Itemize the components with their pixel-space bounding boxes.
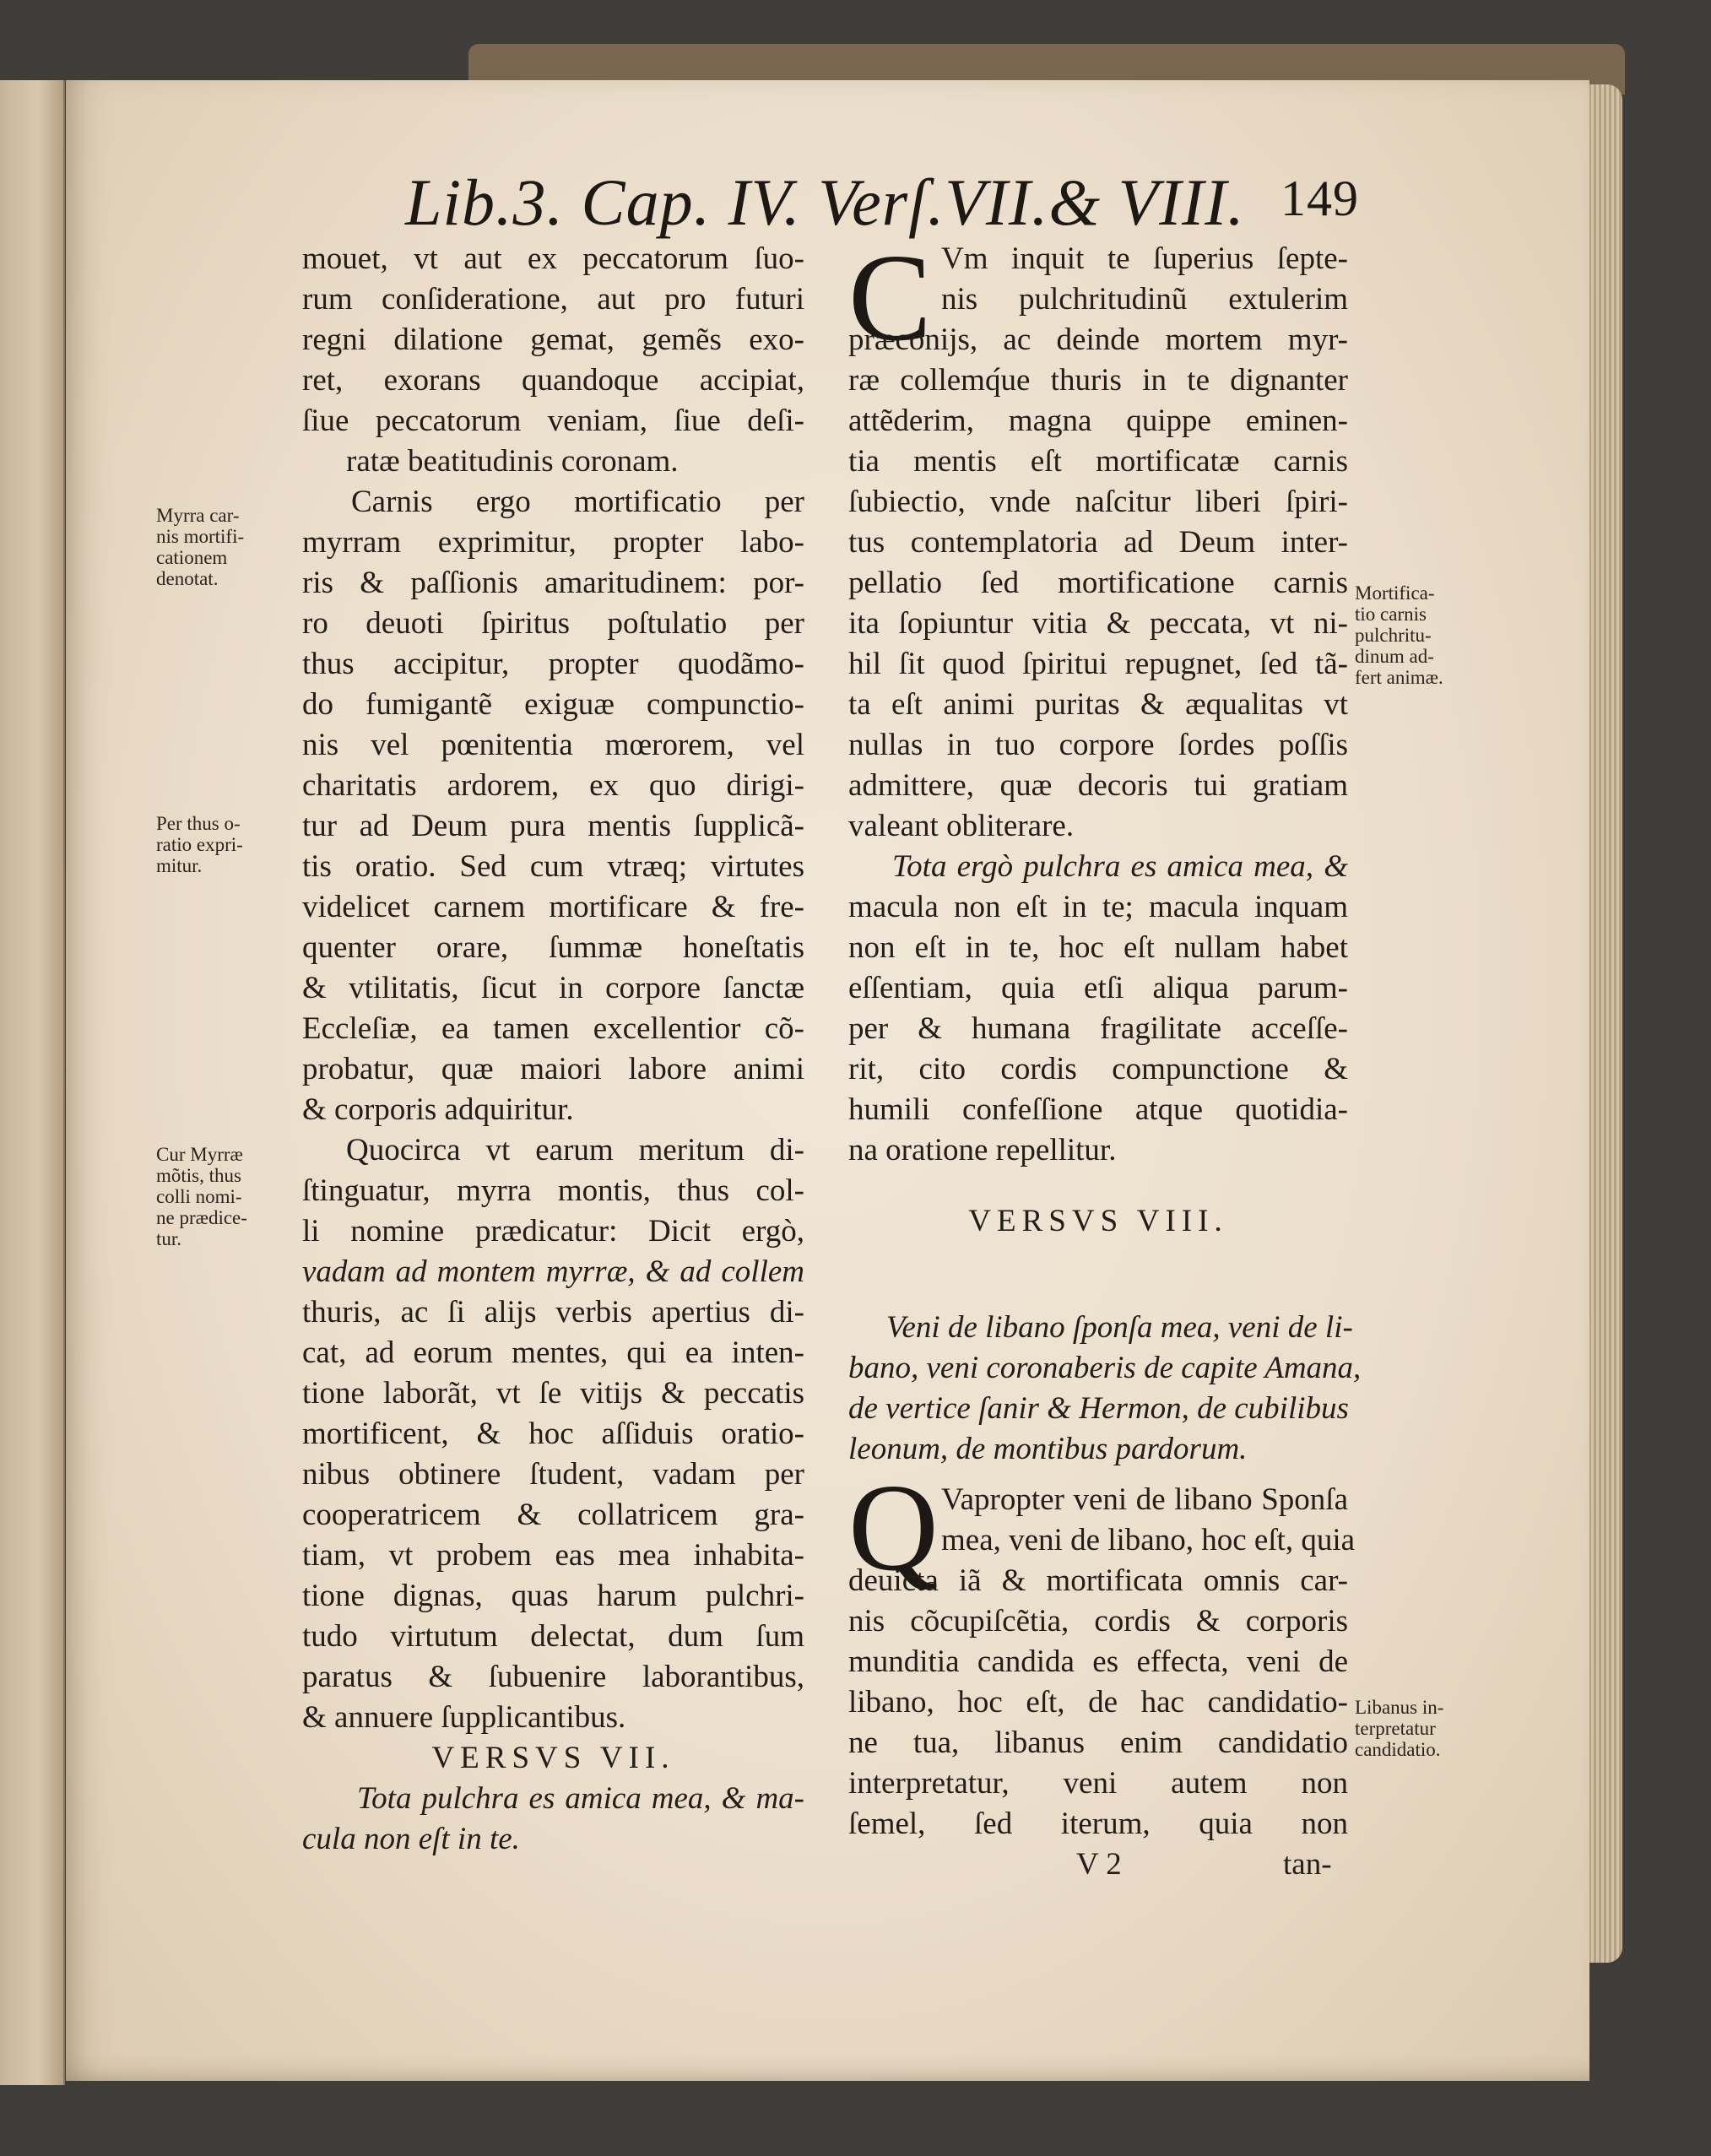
text-line: paratus & ſubuenire laborantibus, <box>302 1660 804 1694</box>
verse-heading: VERSVS VIII. <box>968 1204 1228 1238</box>
margin-note: Libanus in- terpretatur candidatio. <box>1355 1697 1444 1760</box>
text-line: tione laborãt, vt ſe vitijs & peccatis <box>302 1376 804 1411</box>
text-line: do fumigantẽ exiguæ compunctio- <box>302 687 804 722</box>
text-line: ris & paſſionis amaritudinem: por- <box>302 566 804 600</box>
header-title: Lib.3. Cap. IV. Verſ.VII.& VIII. <box>405 165 1245 239</box>
text-line: tis oratio. Sed cum vtræq; virtutes <box>302 849 804 884</box>
text-line: interpretatur, veni autem non <box>848 1766 1348 1801</box>
text-line: ſiue peccatorum veniam, ſiue deſi- <box>302 404 804 438</box>
text-line: vadam ad montem myrræ, & ad collem <box>302 1254 804 1289</box>
text-line: ratæ beatitudinis coronam. <box>346 444 679 479</box>
drop-cap: Q <box>848 1459 939 1597</box>
text-line: li nomine prædicatur: Dicit ergò, <box>302 1214 804 1249</box>
page-number: 149 <box>1281 171 1359 226</box>
text-line: hil ſit quod ſpiritui repugnet, ſed tã- <box>848 647 1348 681</box>
text-line: macula non eſt in te; macula inquam <box>848 890 1348 924</box>
text-line: pellatio ſed mortificatione carnis <box>848 566 1348 600</box>
text-line: Eccleſiæ, ea tamen excellentior cõ- <box>302 1011 804 1046</box>
text-line: munditia candida es effecta, veni de <box>848 1644 1348 1679</box>
text-line: tia mentis eſt mortificatæ carnis <box>848 444 1348 479</box>
text-line: libano, hoc eſt, de hac candidatio- <box>848 1685 1348 1720</box>
text-line: leonum, de montibus pardorum. <box>848 1432 1248 1466</box>
text-line: tus contemplatoria ad Deum inter- <box>848 525 1348 560</box>
text-line: cula non eſt in te. <box>302 1822 520 1856</box>
catchword: tan- <box>1283 1847 1332 1882</box>
text-line: tudo virtutum delectat, dum ſum <box>302 1619 804 1654</box>
text-line: nibus obtinere ſtudent, vadam per <box>302 1457 804 1492</box>
text-line: thus accipitur, propter quodãmo- <box>302 647 804 681</box>
text-line: videlicet carnem mortificare & fre- <box>302 890 804 924</box>
text-line: ita ſopiuntur vitia & peccata, vt ni- <box>848 606 1348 641</box>
text-line: nis pulchritudinũ extulerim <box>941 282 1348 317</box>
text-line: ro deuoti ſpiritus poſtulatio per <box>302 606 804 641</box>
text-line: nullas in tuo corpore ſordes poſſis <box>848 728 1348 762</box>
text-line: cat, ad eorum mentes, qui ea inten- <box>302 1335 804 1370</box>
text-line: Quocirca vt earum meritum di- <box>346 1133 804 1167</box>
margin-note: Cur Myrræ mõtis, thus colli nomi- ne prædice- tur. <box>156 1144 247 1249</box>
text-line: rit, cito cordis compunctione & <box>848 1052 1348 1086</box>
verse-heading: VERSVS VII. <box>431 1741 675 1775</box>
text-line: ſtinguatur, myrra montis, thus col- <box>302 1173 804 1208</box>
text-line: na oratione repellitur. <box>848 1133 1117 1167</box>
text-line: ſubiectio, vnde naſcitur liberi ſpiri- <box>848 485 1348 519</box>
margin-note: Myrra car- nis mortifi- cationem denotat. <box>156 505 245 589</box>
right-column <box>848 229 1362 1885</box>
text-line: tione dignas, quas harum pulchri- <box>302 1579 804 1613</box>
text-line: præconijs, ac deinde mortem myr- <box>848 322 1348 357</box>
text-line: Vapropter veni de libano Sponſa <box>941 1482 1348 1517</box>
text-line: nis cõcupiſcẽtia, cordis & corporis <box>848 1604 1348 1639</box>
text-line: ta eſt animi puritas & æqualitas vt <box>848 687 1348 722</box>
text-line: per & humana fragilitate acceſſe- <box>848 1011 1348 1046</box>
text-line: mouet, vt aut ex peccatorum ſuo- <box>302 241 804 276</box>
text-line: bano, veni coronaberis de capite Amana, <box>848 1351 1362 1385</box>
text-line: charitatis ardorem, ex quo dirigi- <box>302 768 804 803</box>
text-line: humili confeſſione atque quotidia- <box>848 1092 1348 1127</box>
text-line: Tota pulchra es amica mea, & ma- <box>357 1781 804 1816</box>
text-line: eſſentiam, quia etſi aliqua parum- <box>848 971 1348 1005</box>
text-line: regni dilatione gemat, gemẽs exo- <box>302 322 804 357</box>
text-line: myrram exprimitur, propter labo- <box>302 525 804 560</box>
text-line: rum conſideratione, aut pro futuri <box>302 282 804 317</box>
text-line: ſemel, ſed iterum, quia non <box>848 1807 1348 1841</box>
text-line: probatur, quæ maiori labore animi <box>302 1052 804 1086</box>
signature-mark: V 2 <box>1076 1847 1122 1882</box>
text-line: Carnis ergo mortificatio per <box>351 485 804 519</box>
text-line: non eſt in te, hoc eſt nullam habet <box>848 930 1348 965</box>
text-line: tiam, vt probem eas mea inhabita- <box>302 1538 804 1573</box>
text-line: quenter orare, ſummæ honeſtatis <box>302 930 804 965</box>
text-line: ne tua, libanus enim candidatio <box>848 1725 1348 1760</box>
drop-cap: C <box>848 229 932 367</box>
text-line: valeant obliterare. <box>848 809 1075 843</box>
text-line: & vtilitatis, ſicut in corpore ſanctæ <box>302 971 804 1005</box>
text-line: deuicta iã & mortificata omnis car- <box>848 1563 1348 1598</box>
margin-note: Per thus o- ratio expri- mitur. <box>156 813 243 876</box>
facing-page-edge <box>0 80 65 2085</box>
text-line: & annuere ſupplicantibus. <box>302 1700 626 1735</box>
text-line: mea, veni de libano, hoc eſt, quia <box>941 1523 1356 1557</box>
margin-note: Mortifica- tio carnis pulchritu- dinum ad- fert animæ. <box>1355 582 1443 688</box>
text-line: thuris, ac ſi alijs verbis apertius di- <box>302 1295 804 1330</box>
left-column <box>302 239 804 1885</box>
text-line: & corporis adquiritur. <box>302 1092 574 1127</box>
text-line: attẽderim, magna quippe eminen- <box>848 404 1348 438</box>
text-line: Veni de libano ſponſa mea, veni de li- <box>886 1310 1353 1345</box>
text-line: Tota ergò pulchra es amica mea, & <box>892 849 1348 884</box>
text-line: cooperatricem & collatricem gra- <box>302 1498 804 1532</box>
text-line: ret, exorans quandoque accipiat, <box>302 363 804 398</box>
text-line: Vm inquit te ſuperius ſepte- <box>941 241 1348 276</box>
text-line: de vertice ſanir & Hermon, de cubilibus <box>848 1391 1349 1426</box>
book-page <box>66 80 1589 2081</box>
text-line: mortificent, & hoc aſſiduis oratio- <box>302 1417 804 1451</box>
text-line: tur ad Deum pura mentis ſupplicã- <box>302 809 804 843</box>
text-line: admittere, quæ decoris tui gratiam <box>848 768 1348 803</box>
text-line: ræ collemq́ue thuris in te dignanter <box>848 363 1348 398</box>
text-line: nis vel pœnitentia mœrorem, vel <box>302 728 804 762</box>
